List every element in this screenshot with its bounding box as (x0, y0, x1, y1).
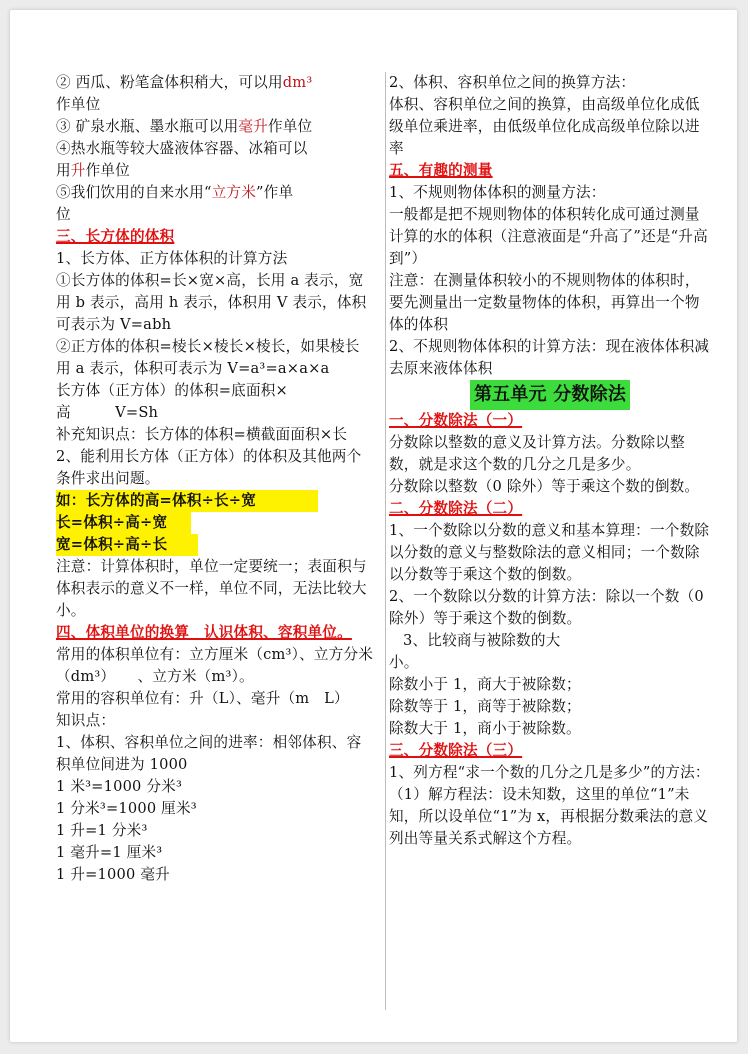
highlight-formula: 长=体积÷高÷宽 (56, 512, 191, 534)
section-heading: 四、体积单位的换算 认识体积、容积单位。 (56, 624, 352, 641)
highlight-line (56, 534, 374, 556)
unit-ml: 毫升 (238, 118, 268, 135)
paragraph: 一般都是把不规则物体的体积转化成可通过测量计算的水的体积（注意液面是“升高了”还是“升高到”） (389, 206, 708, 267)
document-page (10, 10, 737, 1042)
text-line (56, 116, 374, 138)
paragraph: 2、一个数除以分数的计算方法：除以一个数（0 除外）等于乘这个数的倒数。 (389, 588, 704, 627)
highlight-formula: 宽=体积÷高÷长 (56, 534, 198, 556)
text-line: 位 (56, 206, 71, 223)
paragraph: 常用的体积单位有：立方厘米（cm³）、立方分米（dm³） 、立方米（m³）。 (56, 646, 374, 685)
section-heading: 二、分数除法（二） (389, 500, 523, 517)
paragraph: 2、不规则物体体积的计算方法：现在液体体积减去原来液体体积 (389, 338, 710, 377)
text: 用 (56, 162, 71, 179)
text: ”作单 (256, 184, 294, 201)
text: ② 西瓜、粉笔盒体积稍大，可以用 (56, 74, 283, 91)
text: ⑤我们饮用的自来水用“ (56, 184, 212, 201)
text-line (56, 72, 374, 94)
paragraph: 体积、容积单位之间的换算，由高级单位化成低级单位乘进率，由低级单位化成高级单位除以进率 (389, 96, 700, 157)
conversion-line: 1 分米³=1000 厘米³ (56, 800, 197, 817)
unit-l: 升 (70, 162, 86, 179)
paragraph: 分数除以整数的意义及计算方法。分数除以整数，就是求这个数的几分之几是多少。 (389, 434, 685, 473)
text-line: ④热水瓶等较大盛液体容器、冰箱可以 (56, 140, 308, 157)
unit-title-text: 第五单元 分数除法 (470, 380, 630, 410)
text-line (56, 160, 374, 182)
paragraph: 注意：在测量体积较小的不规则物体的体积时，要先测量出一定数量物体的体积，再算出一个物体的体积 (389, 272, 700, 333)
section-heading: 一、分数除法（一） (389, 412, 523, 429)
paragraph: 1、体积、容积单位之间的进率：相邻体积、容积单位间进为 1000 (56, 734, 362, 773)
rule-line: 除数小于 1，商大于被除数； (389, 676, 581, 693)
highlight-line (56, 512, 374, 534)
section-heading: 三、分数除法（三） (389, 742, 523, 759)
rule-line: 除数大于 1，商小于被除数。 (389, 720, 581, 737)
paragraph: 2、体积、容积单位之间的换算方法： (389, 74, 636, 91)
paragraph: （1）解方程法：设未知数，这里的单位“1”未知，所以设单位“1”为 x，再根据分数乘法的意义列出等量关系式解这个方程。 (389, 786, 709, 847)
text: ③ 矿泉水瓶、墨水瓶可以用 (56, 118, 239, 135)
unit-dm3: dm³ (282, 74, 313, 91)
paragraph: 分数除以整数（0 除外）等于乘这个数的倒数。 (389, 478, 700, 495)
conversion-line: 1 升=1 分米³ (56, 822, 148, 839)
paragraph: 1、长方体、正方体体积的计算方法 (56, 250, 288, 267)
paragraph: 知识点： (56, 712, 116, 729)
paragraph: 1、一个数除以分数的意义和基本算理：一个数除以分数的意义与整数除法的意义相同；一个数除以分数等于乘这个数的倒数。 (389, 522, 710, 583)
text: 作单位 (85, 162, 130, 179)
highlight-formula: 如：长方体的高=体积÷长÷宽 (56, 490, 318, 512)
paragraph: 常用的容积单位有：升（L）、毫升（m L） (56, 690, 349, 707)
unit-m3: 立方米 (211, 184, 256, 201)
rule-line: 除数等于 1，商等于被除数； (389, 698, 581, 715)
paragraph: 高 V=Sh (56, 404, 159, 421)
right-column (389, 72, 711, 850)
paragraph: 1、列方程“求一个数的几分之几是多少”的方法： (389, 764, 710, 781)
paragraph: 3、比较商与被除数的大 (403, 632, 561, 649)
paragraph: 小。 (389, 654, 419, 671)
paragraph: 注意：计算体积时，单位一定要统一；表面积与体积表示的意义不一样，单位不同，无法比较大小。 (56, 558, 367, 619)
text-line: 作单位 (56, 96, 101, 113)
text-line (56, 182, 374, 204)
column-divider (385, 72, 386, 1010)
section-heading: 五、有趣的测量 (389, 162, 493, 179)
paragraph: ②正方体的体积=棱长×棱长×棱长，如果棱长用 a 表示，体积可表示为 V=a³=a×a×a (56, 338, 360, 377)
highlight-line (56, 490, 374, 512)
paragraph: 长方体（正方体）的体积=底面积× (56, 382, 288, 399)
conversion-line: 1 毫升=1 厘米³ (56, 844, 163, 861)
section-heading: 三、长方体的体积 (56, 228, 175, 245)
conversion-line: 1 升=1000 毫升 (56, 866, 170, 883)
text: 作单位 (267, 118, 313, 135)
unit-title (389, 380, 711, 410)
paragraph: 2、能利用长方体（正方体）的体积及其他两个条件求出问题。 (56, 448, 362, 487)
left-column (56, 72, 374, 886)
conversion-line: 1 米³=1000 分米³ (56, 778, 183, 795)
paragraph: 补充知识点：长方体的体积=横截面面积×长 (56, 426, 348, 443)
paragraph: 1、不规则物体体积的测量方法： (389, 184, 606, 201)
paragraph: ①长方体的体积=长×宽×高，长用 a 表示，宽用 b 表示，高用 h 表示，体积用 V 表示，体积可表示为 V=abh (56, 272, 367, 333)
